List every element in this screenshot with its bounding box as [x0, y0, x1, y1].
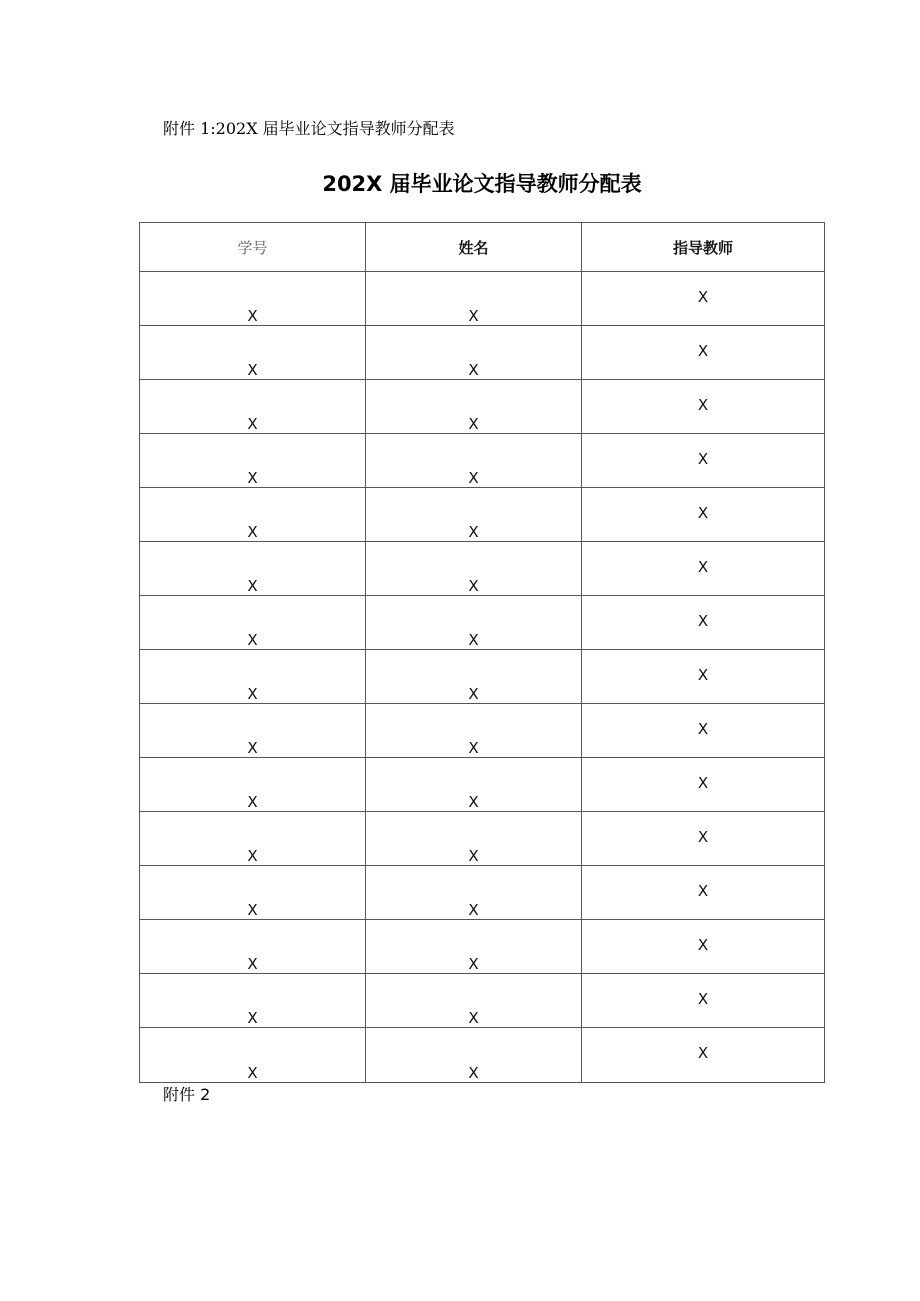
cell-name [366, 650, 582, 704]
cell-value: X [247, 307, 258, 325]
cell-advisor [582, 596, 825, 650]
cell-advisor [582, 974, 825, 1028]
table-row [140, 272, 825, 326]
cell-value: X [697, 504, 709, 522]
cell-value: X [468, 685, 479, 703]
cell-value: X [468, 901, 479, 919]
cell-name [366, 758, 582, 812]
cell-name [366, 866, 582, 920]
cell-value: X [247, 523, 258, 541]
cell-name [366, 812, 582, 866]
cell-student-id [140, 920, 366, 974]
cell-name [366, 596, 582, 650]
cell-value: X [697, 882, 709, 900]
cell-value: X [468, 523, 479, 541]
cell-value: X [468, 469, 479, 487]
footer-attachment-caption: 附件 2 [163, 1085, 211, 1104]
table-row [140, 1028, 825, 1083]
cell-value: X [247, 415, 258, 433]
table-row [140, 434, 825, 488]
cell-student-id [140, 866, 366, 920]
table-row [140, 596, 825, 650]
table-row [140, 920, 825, 974]
table-row [140, 704, 825, 758]
cell-value: X [468, 361, 479, 379]
cell-student-id [140, 488, 366, 542]
cell-value: X [468, 1009, 479, 1027]
cell-advisor [582, 488, 825, 542]
cell-advisor [582, 542, 825, 596]
cell-value: X [247, 631, 258, 649]
advisor-allocation-table [139, 222, 825, 1083]
cell-value: X [697, 396, 709, 414]
cell-advisor [582, 272, 825, 326]
cell-value: X [247, 793, 258, 811]
cell-value: X [247, 361, 258, 379]
column-header-name: 姓名 [366, 223, 582, 272]
table-row [140, 326, 825, 380]
cell-value: X [697, 990, 709, 1008]
cell-student-id [140, 272, 366, 326]
cell-value: X [697, 828, 709, 846]
table-row [140, 380, 825, 434]
cell-value: X [697, 612, 709, 630]
cell-advisor [582, 812, 825, 866]
table-row [140, 650, 825, 704]
cell-value: X [468, 631, 479, 649]
cell-value: X [468, 739, 479, 757]
cell-student-id [140, 758, 366, 812]
cell-advisor [582, 1028, 825, 1083]
cell-value: X [247, 955, 258, 973]
cell-value: X [697, 288, 709, 306]
cell-value: X [697, 558, 709, 576]
cell-name [366, 542, 582, 596]
cell-value: X [697, 666, 709, 684]
cell-student-id [140, 812, 366, 866]
cell-student-id [140, 704, 366, 758]
cell-advisor [582, 434, 825, 488]
cell-value: X [468, 577, 479, 595]
cell-advisor [582, 920, 825, 974]
cell-value: X [697, 774, 709, 792]
column-header-advisor: 指导教师 [582, 223, 825, 272]
cell-value: X [697, 450, 709, 468]
cell-name [366, 704, 582, 758]
cell-value: X [468, 1064, 479, 1082]
cell-advisor [582, 650, 825, 704]
cell-value: X [468, 307, 479, 325]
cell-name [366, 920, 582, 974]
cell-student-id [140, 650, 366, 704]
cell-student-id [140, 380, 366, 434]
cell-student-id [140, 974, 366, 1028]
cell-value: X [468, 793, 479, 811]
cell-advisor [582, 704, 825, 758]
cell-value: X [697, 720, 709, 738]
cell-name [366, 272, 582, 326]
table-body [140, 272, 825, 1083]
cell-name [366, 380, 582, 434]
cell-name [366, 1028, 582, 1083]
cell-advisor [582, 380, 825, 434]
table-row [140, 542, 825, 596]
table-row [140, 488, 825, 542]
cell-student-id [140, 326, 366, 380]
cell-name [366, 326, 582, 380]
cell-value: X [247, 685, 258, 703]
cell-value: X [247, 847, 258, 865]
cell-name [366, 434, 582, 488]
cell-value: X [247, 901, 258, 919]
table-header-row [140, 223, 825, 272]
cell-student-id [140, 596, 366, 650]
cell-value: X [247, 1064, 258, 1082]
cell-value: X [468, 847, 479, 865]
cell-value: X [468, 955, 479, 973]
cell-value: X [468, 415, 479, 433]
table-row [140, 812, 825, 866]
cell-name [366, 488, 582, 542]
cell-advisor [582, 326, 825, 380]
cell-advisor [582, 758, 825, 812]
cell-advisor [582, 866, 825, 920]
cell-value: X [697, 1044, 709, 1062]
cell-value: X [247, 1009, 258, 1027]
column-header-student-id: 学号 [140, 223, 366, 272]
cell-value: X [247, 577, 258, 595]
cell-value: X [697, 342, 709, 360]
cell-value: X [697, 936, 709, 954]
page-title: 202X 届毕业论文指导教师分配表 [322, 172, 642, 196]
table-row [140, 866, 825, 920]
table-row [140, 974, 825, 1028]
cell-value: X [247, 739, 258, 757]
cell-student-id [140, 434, 366, 488]
cell-student-id [140, 542, 366, 596]
table-row [140, 758, 825, 812]
cell-value: X [247, 469, 258, 487]
attachment-caption: 附件 1:202X 届毕业论文指导教师分配表 [163, 119, 455, 138]
cell-student-id [140, 1028, 366, 1083]
cell-name [366, 974, 582, 1028]
